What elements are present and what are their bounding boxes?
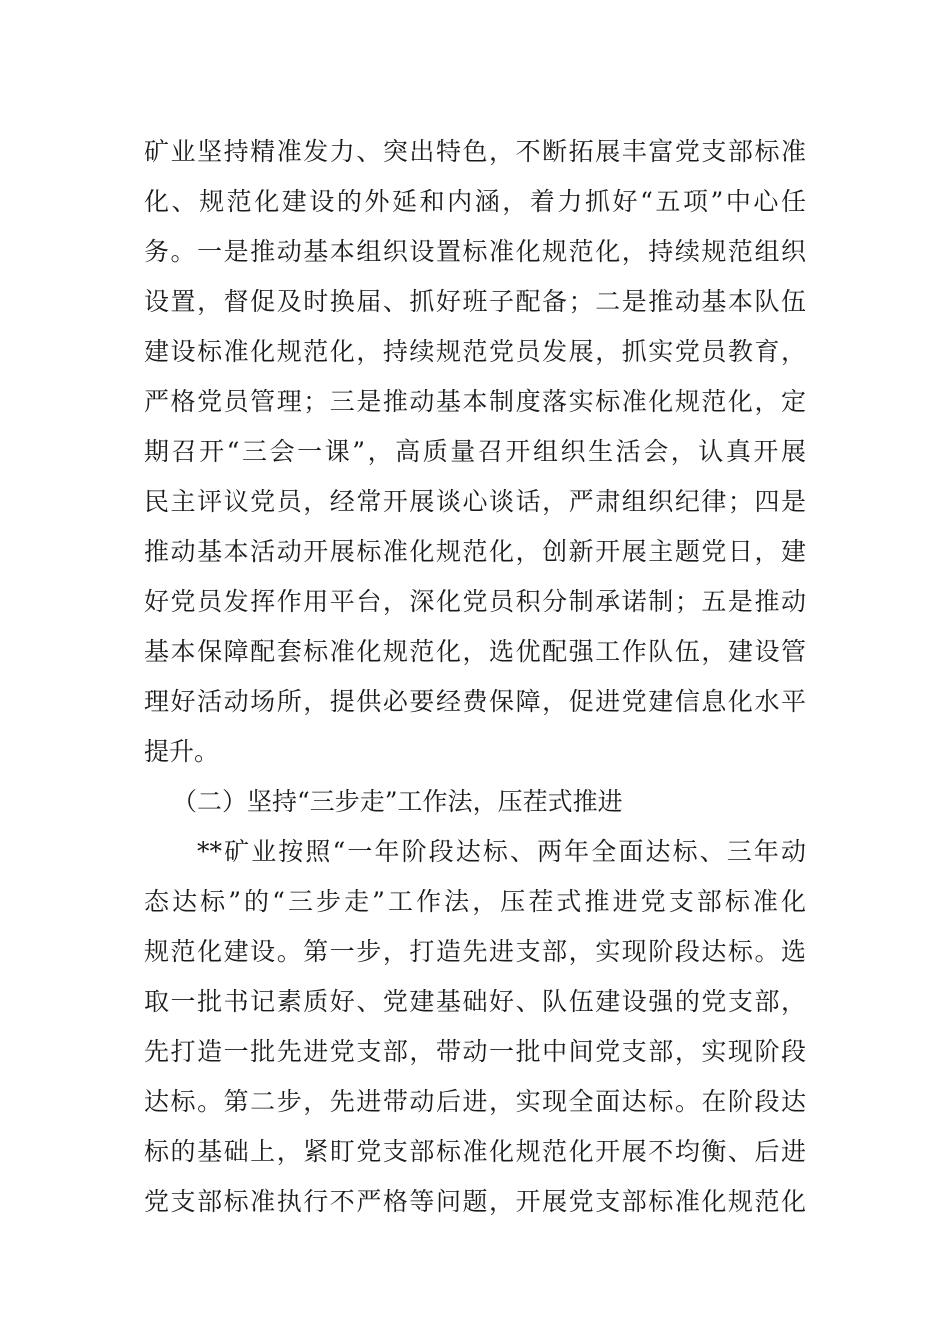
paragraph-2-line: **矿业按照“一年阶段达标、两年全面达标、三年动 bbox=[197, 837, 806, 866]
paragraph-2-line: 先打造一批先进党支部，带动一批中间党支部，实现阶段 bbox=[144, 1037, 806, 1066]
paragraph-1-line: 建设标准化规范化，持续规范党员发展，抓实党员教育， bbox=[144, 337, 806, 366]
paragraph-1-line: 基本保障配套标准化规范化，选优配强工作队伍，建设管 bbox=[144, 637, 806, 666]
section-heading: （二）坚持“三步走”工作法，压茬式推进 bbox=[172, 787, 623, 816]
paragraph-1-line: 化、规范化建设的外延和内涵，着力抓好“五项”中心任 bbox=[144, 187, 806, 216]
paragraph-2-line: 党支部标准执行不严格等问题，开展党支部标准化规范化 bbox=[144, 1187, 806, 1216]
paragraph-1-line: 好党员发挥作用平台，深化党员积分制承诺制；五是推动 bbox=[144, 587, 806, 616]
paragraph-1-line: 严格党员管理；三是推动基本制度落实标准化规范化，定 bbox=[144, 387, 806, 416]
paragraph-1-line: 矿业坚持精准发力、突出特色，不断拓展丰富党支部标准 bbox=[144, 137, 806, 166]
paragraph-1-line: 民主评议党员，经常开展谈心谈话，严肃组织纪律；四是 bbox=[144, 487, 806, 516]
paragraph-2-line: 态达标”的“三步走”工作法，压茬式推进党支部标准化 bbox=[144, 887, 806, 916]
paragraph-2-line: 规范化建设。第一步，打造先进支部，实现阶段达标。选 bbox=[144, 937, 806, 966]
paragraph-1-line: 理好活动场所，提供必要经费保障，促进党建信息化水平 bbox=[144, 687, 806, 716]
paragraph-2-line: 标的基础上，紧盯党支部标准化规范化开展不均衡、后进 bbox=[144, 1137, 806, 1166]
paragraph-1-line: 务。一是推动基本组织设置标准化规范化，持续规范组织 bbox=[144, 237, 806, 266]
paragraph-2-line: 取一批书记素质好、党建基础好、队伍建设强的党支部， bbox=[144, 987, 806, 1016]
paragraph-1-line: 推动基本活动开展标准化规范化，创新开展主题党日，建 bbox=[144, 537, 806, 566]
paragraph-1-line: 设置，督促及时换届、抓好班子配备；二是推动基本队伍 bbox=[144, 287, 806, 316]
paragraph-2-line: 达标。第二步，先进带动后进，实现全面达标。在阶段达 bbox=[144, 1087, 806, 1116]
paragraph-1-line: 期召开“三会一课”，高质量召开组织生活会，认真开展 bbox=[144, 437, 806, 466]
paragraph-1-line: 提升。 bbox=[144, 737, 220, 766]
